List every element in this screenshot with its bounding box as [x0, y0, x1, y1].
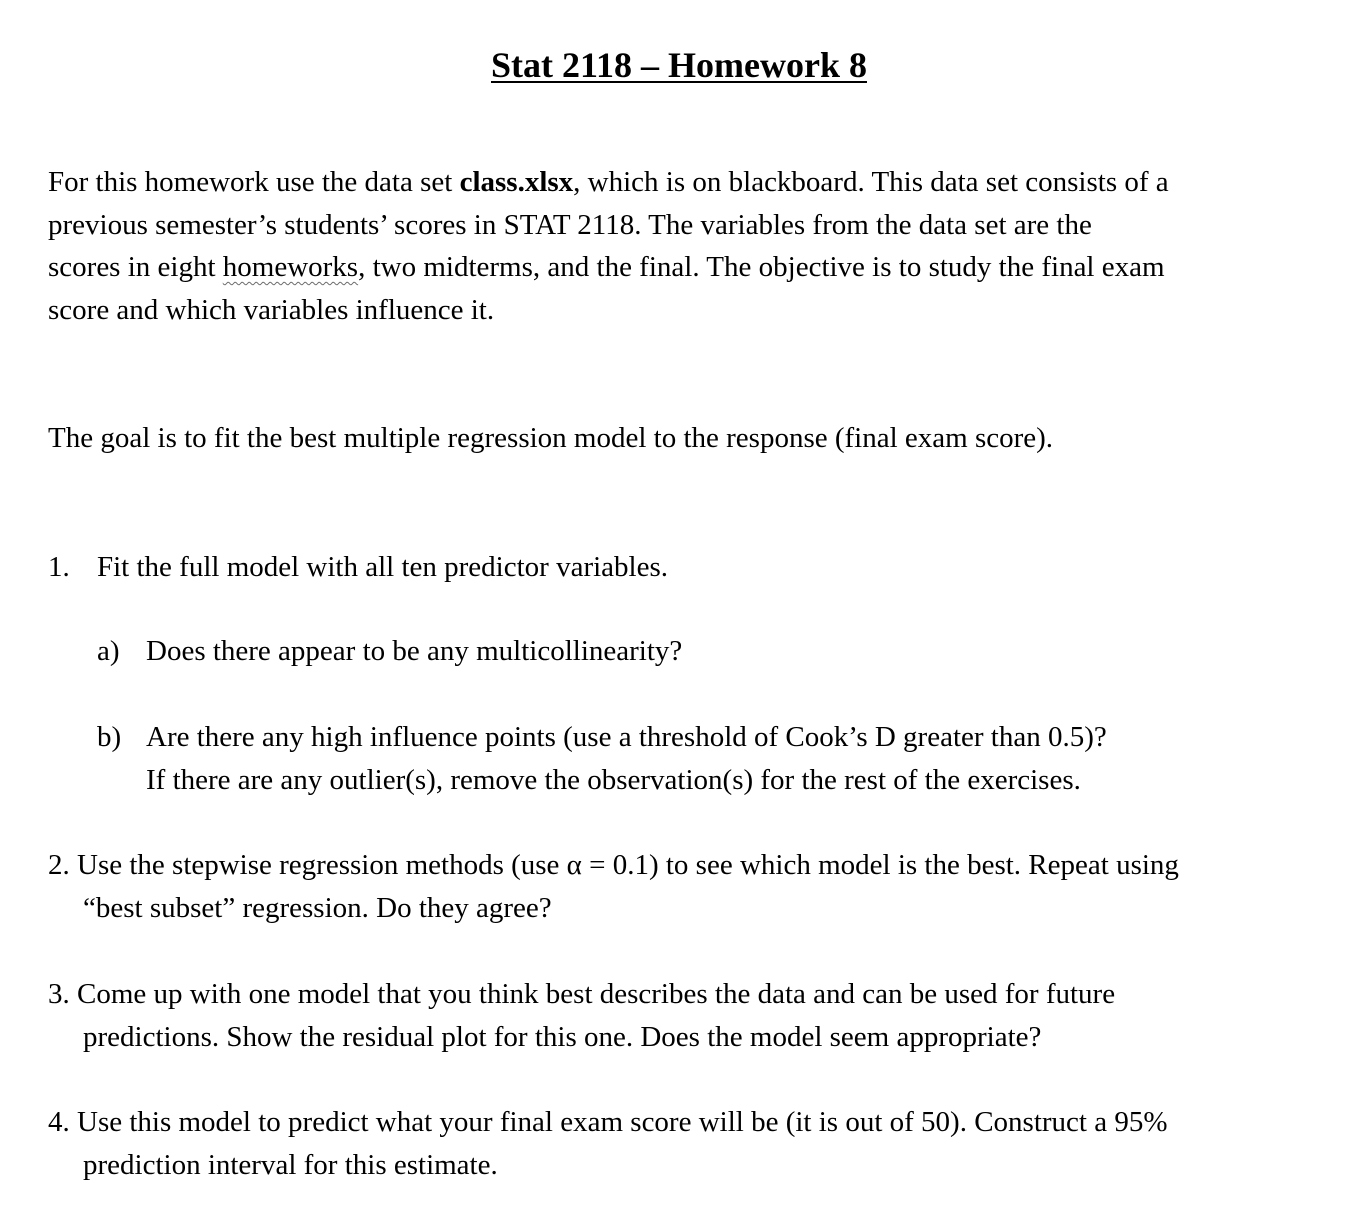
- question-1b-text-1: Are there any high influence points (use a threshold of Cook’s D greater than 0.5)?: [146, 721, 1107, 753]
- question-1-number: 1.: [48, 551, 70, 583]
- question-1b-line-1: [97, 716, 1107, 759]
- question-3: [48, 973, 1115, 1058]
- intro-line-4: score and which variables influence it.: [48, 293, 495, 326]
- intro-paragraph: [48, 161, 1169, 331]
- spellcheck-flagged-word[interactable]: homeworks: [222, 251, 359, 283]
- intro-line-3-pre: scores in eight: [48, 251, 223, 283]
- question-4-line-2: prediction interval for this estimate.: [83, 1148, 498, 1181]
- intro-line-1-pre: For this homework use the data set: [48, 166, 460, 198]
- question-1a: [97, 630, 682, 673]
- question-1b-label: b): [97, 721, 122, 753]
- question-4: [48, 1101, 1168, 1186]
- intro-line-1-post: , which is on blackboard. This data set consists of a: [573, 166, 1169, 198]
- question-1a-label: a): [97, 635, 120, 667]
- intro-line-3-post: , two midterms, and the final. The objective is to study the final exam: [358, 251, 1165, 283]
- question-1b: [97, 716, 1107, 801]
- question-1: [48, 546, 668, 589]
- title-text: Stat 2118 – Homework 8: [491, 45, 867, 85]
- intro-line-2: previous semester’s students’ scores in STAT 2118. The variables from the data set are the: [48, 208, 1092, 241]
- intro-line-3: [48, 246, 1169, 289]
- question-2-line-1: 2. Use the stepwise regression methods (use α = 0.1) to see which model is the best. Repeat using: [48, 849, 1179, 881]
- question-2: [48, 844, 1179, 929]
- question-4-line-1: 4. Use this model to predict what your final exam score will be (it is out of 50). Construct a 95%: [48, 1106, 1168, 1138]
- dataset-filename: class.xlsx: [459, 166, 574, 198]
- question-1a-text: Does there appear to be any multicollinearity?: [146, 635, 683, 667]
- question-3-line-2: predictions. Show the residual plot for this one. Does the model seem appropriate?: [83, 1020, 1042, 1053]
- question-1b-line-2: If there are any outlier(s), remove the observation(s) for the rest of the exercises.: [146, 763, 1081, 796]
- goal-paragraph: The goal is to fit the best multiple regression model to the response (final exam score).: [48, 422, 1054, 454]
- question-3-line-1: 3. Come up with one model that you think best describes the data and can be used for future: [48, 978, 1116, 1010]
- page-title: [0, 42, 1358, 88]
- intro-line-1: [48, 161, 1169, 204]
- question-1-text: Fit the full model with all ten predictor variables.: [97, 551, 668, 583]
- question-2-line-2: “best subset” regression. Do they agree?: [83, 891, 552, 924]
